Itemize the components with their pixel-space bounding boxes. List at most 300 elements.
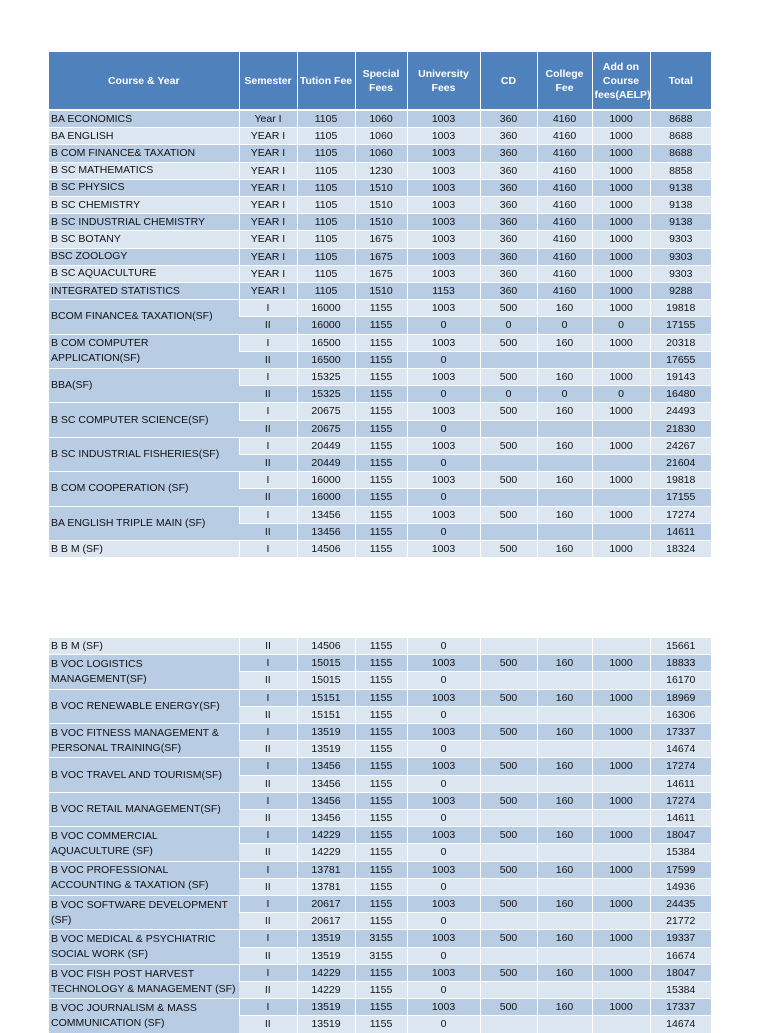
- college-fee-cell: 160: [537, 758, 592, 775]
- course-name-cell: BA ECONOMICS: [49, 110, 239, 128]
- college-fee-cell: [537, 741, 592, 758]
- total-cell: 9303: [650, 248, 711, 265]
- table-row: [49, 638, 711, 655]
- special-fees-cell: 1155: [355, 506, 407, 523]
- special-fees-cell: 1155: [355, 655, 407, 672]
- university-fees-cell: 1003: [407, 128, 480, 145]
- total-cell: 19818: [650, 472, 711, 489]
- add-on-fee-cell: 1000: [592, 179, 650, 196]
- university-fees-cell: 1003: [407, 369, 480, 386]
- semester-cell: I: [239, 403, 297, 420]
- cd-cell: [480, 638, 537, 655]
- cd-cell: 500: [480, 655, 537, 672]
- special-fees-cell: 3155: [355, 947, 407, 964]
- semester-cell: I: [239, 300, 297, 317]
- tuition-fee-cell: 13456: [297, 792, 355, 809]
- add-on-fee-cell: [592, 455, 650, 472]
- special-fees-cell: 1155: [355, 351, 407, 368]
- semester-cell: YEAR I: [239, 214, 297, 231]
- cd-cell: 500: [480, 437, 537, 454]
- cd-cell: 500: [480, 861, 537, 878]
- total-cell: 18324: [650, 541, 711, 558]
- tuition-fee-cell: 20449: [297, 455, 355, 472]
- university-fees-cell: 1003: [407, 265, 480, 282]
- tuition-fee-cell: 16500: [297, 351, 355, 368]
- semester-cell: II: [239, 386, 297, 403]
- tuition-fee-cell: 15151: [297, 689, 355, 706]
- add-on-fee-cell: 1000: [592, 541, 650, 558]
- tuition-fee-cell: 13519: [297, 741, 355, 758]
- college-fee-cell: 0: [537, 386, 592, 403]
- university-fees-cell: 0: [407, 947, 480, 964]
- total-cell: 18833: [650, 655, 711, 672]
- semester-cell: II: [239, 878, 297, 895]
- add-on-fee-cell: 1000: [592, 827, 650, 844]
- university-fees-cell: 0: [407, 706, 480, 723]
- total-cell: 17155: [650, 489, 711, 506]
- university-fees-cell: 1003: [407, 248, 480, 265]
- table-row: [49, 369, 711, 386]
- total-cell: 9138: [650, 179, 711, 196]
- table-row: [49, 827, 711, 844]
- college-fee-cell: 4160: [537, 214, 592, 231]
- tuition-fee-cell: 14229: [297, 964, 355, 981]
- add-on-fee-cell: [592, 844, 650, 861]
- semester-cell: II: [239, 844, 297, 861]
- college-fee-cell: 160: [537, 999, 592, 1016]
- add-on-fee-cell: 1000: [592, 403, 650, 420]
- add-on-fee-cell: 1000: [592, 689, 650, 706]
- table-row: [49, 128, 711, 145]
- cd-cell: 360: [480, 162, 537, 179]
- university-fees-cell: 1003: [407, 162, 480, 179]
- tuition-fee-cell: 13519: [297, 1016, 355, 1033]
- special-fees-cell: 1155: [355, 638, 407, 655]
- course-name-cell: BSC ZOOLOGY: [49, 248, 239, 265]
- cd-cell: 500: [480, 472, 537, 489]
- cd-cell: 360: [480, 145, 537, 162]
- college-fee-cell: [537, 523, 592, 540]
- semester-cell: YEAR I: [239, 283, 297, 300]
- college-fee-cell: 4160: [537, 179, 592, 196]
- university-fees-cell: 1003: [407, 689, 480, 706]
- university-fees-cell: 0: [407, 317, 480, 334]
- cd-cell: [480, 523, 537, 540]
- table-row: [49, 265, 711, 282]
- total-cell: 18047: [650, 827, 711, 844]
- university-fees-cell: 1003: [407, 506, 480, 523]
- college-fee-cell: 160: [537, 964, 592, 981]
- college-fee-cell: 160: [537, 541, 592, 558]
- course-name-cell: B VOC PROFESSIONAL ACCOUNTING & TAXATION (SF): [49, 861, 239, 895]
- semester-cell: I: [239, 930, 297, 947]
- add-on-fee-cell: [592, 1016, 650, 1033]
- cd-cell: [480, 878, 537, 895]
- tuition-fee-cell: 13456: [297, 758, 355, 775]
- cd-cell: 500: [480, 724, 537, 741]
- special-fees-cell: 1675: [355, 231, 407, 248]
- tuition-fee-cell: 14229: [297, 844, 355, 861]
- semester-cell: II: [239, 489, 297, 506]
- cd-cell: 360: [480, 231, 537, 248]
- total-cell: 17337: [650, 724, 711, 741]
- total-cell: 8858: [650, 162, 711, 179]
- special-fees-cell: 1155: [355, 386, 407, 403]
- university-fees-cell: 1003: [407, 231, 480, 248]
- college-fee-cell: 160: [537, 655, 592, 672]
- semester-cell: I: [239, 896, 297, 913]
- add-on-fee-cell: 1000: [592, 128, 650, 145]
- semester-cell: II: [239, 706, 297, 723]
- header-tuition-fee: Tution Fee: [297, 52, 355, 110]
- semester-cell: II: [239, 523, 297, 540]
- cd-cell: 500: [480, 896, 537, 913]
- tuition-fee-cell: 1105: [297, 179, 355, 196]
- tuition-fee-cell: 1105: [297, 231, 355, 248]
- add-on-fee-cell: 1000: [592, 999, 650, 1016]
- semester-cell: II: [239, 638, 297, 655]
- add-on-fee-cell: [592, 489, 650, 506]
- special-fees-cell: 1675: [355, 265, 407, 282]
- course-name-cell: B COM COOPERATION (SF): [49, 472, 239, 506]
- total-cell: 8688: [650, 110, 711, 128]
- university-fees-cell: 0: [407, 878, 480, 895]
- special-fees-cell: 1155: [355, 403, 407, 420]
- special-fees-cell: 1155: [355, 999, 407, 1016]
- special-fees-cell: 1155: [355, 523, 407, 540]
- add-on-fee-cell: 1000: [592, 197, 650, 214]
- total-cell: 19818: [650, 300, 711, 317]
- special-fees-cell: 1155: [355, 741, 407, 758]
- special-fees-cell: 1155: [355, 964, 407, 981]
- special-fees-cell: 1155: [355, 878, 407, 895]
- cd-cell: 500: [480, 300, 537, 317]
- special-fees-cell: 1155: [355, 913, 407, 930]
- semester-cell: II: [239, 1016, 297, 1033]
- course-name-cell: B VOC RENEWABLE ENERGY(SF): [49, 689, 239, 723]
- add-on-fee-cell: 1000: [592, 145, 650, 162]
- add-on-fee-cell: 1000: [592, 110, 650, 128]
- total-cell: 9138: [650, 214, 711, 231]
- table-row: [49, 300, 711, 317]
- table-row: [49, 110, 711, 128]
- semester-cell: II: [239, 913, 297, 930]
- course-name-cell: B VOC FITNESS MANAGEMENT & PERSONAL TRAINING(SF): [49, 724, 239, 758]
- tuition-fee-cell: 13519: [297, 999, 355, 1016]
- semester-cell: YEAR I: [239, 145, 297, 162]
- total-cell: 17599: [650, 861, 711, 878]
- course-name-cell: B SC COMPUTER SCIENCE(SF): [49, 403, 239, 437]
- special-fees-cell: 1510: [355, 283, 407, 300]
- total-cell: 9138: [650, 197, 711, 214]
- table-row: [49, 689, 711, 706]
- semester-cell: I: [239, 655, 297, 672]
- special-fees-cell: 1155: [355, 827, 407, 844]
- total-cell: 21830: [650, 420, 711, 437]
- tuition-fee-cell: 20675: [297, 420, 355, 437]
- add-on-fee-cell: [592, 982, 650, 999]
- college-fee-cell: 4160: [537, 265, 592, 282]
- university-fees-cell: 1003: [407, 403, 480, 420]
- total-cell: 17274: [650, 792, 711, 809]
- course-name-cell: B SC INDUSTRIAL CHEMISTRY: [49, 214, 239, 231]
- table-row: [49, 964, 711, 981]
- special-fees-cell: 1155: [355, 317, 407, 334]
- college-fee-cell: [537, 672, 592, 689]
- college-fee-cell: 160: [537, 369, 592, 386]
- cd-cell: 360: [480, 197, 537, 214]
- semester-cell: I: [239, 827, 297, 844]
- college-fee-cell: 4160: [537, 231, 592, 248]
- fee-table-page-2: [49, 639, 711, 1031]
- table-row: [49, 437, 711, 454]
- cd-cell: 360: [480, 248, 537, 265]
- university-fees-cell: 1003: [407, 964, 480, 981]
- tuition-fee-cell: 13456: [297, 523, 355, 540]
- course-name-cell: B VOC COMMERCIAL AQUACULTURE (SF): [49, 827, 239, 861]
- special-fees-cell: 3155: [355, 930, 407, 947]
- tuition-fee-cell: 13456: [297, 775, 355, 792]
- tuition-fee-cell: 16500: [297, 334, 355, 351]
- table-row: [49, 145, 711, 162]
- course-name-cell: B COM FINANCE& TAXATION: [49, 145, 239, 162]
- tuition-fee-cell: 13519: [297, 947, 355, 964]
- cd-cell: 0: [480, 317, 537, 334]
- total-cell: 15384: [650, 982, 711, 999]
- semester-cell: Year I: [239, 110, 297, 128]
- university-fees-cell: 1003: [407, 758, 480, 775]
- special-fees-cell: 1155: [355, 758, 407, 775]
- course-name-cell: INTEGRATED STATISTICS: [49, 283, 239, 300]
- tuition-fee-cell: 14229: [297, 827, 355, 844]
- table-row: [49, 930, 711, 947]
- tuition-fee-cell: 13781: [297, 878, 355, 895]
- cd-cell: 360: [480, 179, 537, 196]
- header-university-fees: University Fees: [407, 52, 480, 110]
- course-name-cell: B VOC MEDICAL & PSYCHIATRIC SOCIAL WORK (SF): [49, 930, 239, 964]
- table-row: [49, 792, 711, 809]
- total-cell: 16480: [650, 386, 711, 403]
- table-row: [49, 861, 711, 878]
- header-special-fees: Special Fees: [355, 52, 407, 110]
- table-row: [49, 179, 711, 196]
- total-cell: 14611: [650, 523, 711, 540]
- semester-cell: II: [239, 947, 297, 964]
- add-on-fee-cell: 1000: [592, 724, 650, 741]
- college-fee-cell: 160: [537, 437, 592, 454]
- add-on-fee-cell: [592, 947, 650, 964]
- total-cell: 14611: [650, 810, 711, 827]
- semester-cell: YEAR I: [239, 231, 297, 248]
- fee-table-page-1: [49, 52, 711, 556]
- university-fees-cell: 1003: [407, 145, 480, 162]
- total-cell: 19337: [650, 930, 711, 947]
- semester-cell: I: [239, 724, 297, 741]
- add-on-fee-cell: [592, 913, 650, 930]
- course-name-cell: B SC BOTANY: [49, 231, 239, 248]
- university-fees-cell: 0: [407, 638, 480, 655]
- college-fee-cell: 4160: [537, 128, 592, 145]
- add-on-fee-cell: 1000: [592, 283, 650, 300]
- cd-cell: [480, 420, 537, 437]
- tuition-fee-cell: 14506: [297, 541, 355, 558]
- total-cell: 14936: [650, 878, 711, 895]
- semester-cell: I: [239, 334, 297, 351]
- semester-cell: I: [239, 541, 297, 558]
- tuition-fee-cell: 15015: [297, 672, 355, 689]
- special-fees-cell: 1060: [355, 110, 407, 128]
- university-fees-cell: 0: [407, 775, 480, 792]
- college-fee-cell: [537, 844, 592, 861]
- tuition-fee-cell: 13781: [297, 861, 355, 878]
- special-fees-cell: 1155: [355, 369, 407, 386]
- cd-cell: 500: [480, 506, 537, 523]
- add-on-fee-cell: 1000: [592, 930, 650, 947]
- university-fees-cell: 1003: [407, 472, 480, 489]
- cd-cell: 360: [480, 265, 537, 282]
- course-name-cell: B SC MATHEMATICS: [49, 162, 239, 179]
- semester-cell: YEAR I: [239, 248, 297, 265]
- special-fees-cell: 1155: [355, 334, 407, 351]
- table-row: [49, 506, 711, 523]
- college-fee-cell: [537, 947, 592, 964]
- tuition-fee-cell: 16000: [297, 472, 355, 489]
- college-fee-cell: 4160: [537, 283, 592, 300]
- semester-cell: I: [239, 964, 297, 981]
- tuition-fee-cell: 1105: [297, 145, 355, 162]
- total-cell: 24267: [650, 437, 711, 454]
- university-fees-cell: 0: [407, 741, 480, 758]
- tuition-fee-cell: 16000: [297, 489, 355, 506]
- cd-cell: [480, 775, 537, 792]
- total-cell: 17337: [650, 999, 711, 1016]
- cd-cell: [480, 741, 537, 758]
- cd-cell: [480, 672, 537, 689]
- tuition-fee-cell: 13456: [297, 810, 355, 827]
- college-fee-cell: 4160: [537, 197, 592, 214]
- tuition-fee-cell: 1105: [297, 110, 355, 128]
- course-name-cell: B SC INDUSTRIAL FISHERIES(SF): [49, 437, 239, 471]
- college-fee-cell: 4160: [537, 145, 592, 162]
- college-fee-cell: 4160: [537, 110, 592, 128]
- semester-cell: YEAR I: [239, 162, 297, 179]
- university-fees-cell: 0: [407, 1016, 480, 1033]
- special-fees-cell: 1060: [355, 145, 407, 162]
- table-row: [49, 214, 711, 231]
- tuition-fee-cell: 1105: [297, 162, 355, 179]
- table-row: [49, 334, 711, 351]
- tuition-fee-cell: 15325: [297, 386, 355, 403]
- course-name-cell: B SC AQUACULTURE: [49, 265, 239, 282]
- college-fee-cell: 0: [537, 317, 592, 334]
- special-fees-cell: 1155: [355, 420, 407, 437]
- special-fees-cell: 1060: [355, 128, 407, 145]
- course-name-cell: B COM COMPUTER APPLICATION(SF): [49, 334, 239, 368]
- total-cell: 9303: [650, 231, 711, 248]
- table-row: [49, 197, 711, 214]
- semester-cell: I: [239, 861, 297, 878]
- course-name-cell: B B M (SF): [49, 638, 239, 655]
- university-fees-cell: 0: [407, 844, 480, 861]
- college-fee-cell: 160: [537, 300, 592, 317]
- cd-cell: 500: [480, 792, 537, 809]
- add-on-fee-cell: 1000: [592, 265, 650, 282]
- table-row: [49, 896, 711, 913]
- university-fees-cell: 1003: [407, 896, 480, 913]
- university-fees-cell: 1003: [407, 300, 480, 317]
- special-fees-cell: 1155: [355, 982, 407, 999]
- college-fee-cell: [537, 351, 592, 368]
- cd-cell: [480, 455, 537, 472]
- tuition-fee-cell: 1105: [297, 265, 355, 282]
- university-fees-cell: 0: [407, 489, 480, 506]
- college-fee-cell: 160: [537, 827, 592, 844]
- semester-cell: I: [239, 758, 297, 775]
- table-row: [49, 999, 711, 1016]
- total-cell: 14674: [650, 741, 711, 758]
- add-on-fee-cell: 1000: [592, 472, 650, 489]
- total-cell: 14674: [650, 1016, 711, 1033]
- university-fees-cell: 1003: [407, 110, 480, 128]
- add-on-fee-cell: 1000: [592, 506, 650, 523]
- university-fees-cell: 1153: [407, 283, 480, 300]
- total-cell: 9288: [650, 283, 711, 300]
- add-on-fee-cell: 1000: [592, 896, 650, 913]
- table-row: [49, 758, 711, 775]
- tuition-fee-cell: 15151: [297, 706, 355, 723]
- semester-cell: II: [239, 672, 297, 689]
- semester-cell: II: [239, 775, 297, 792]
- semester-cell: I: [239, 506, 297, 523]
- cd-cell: 500: [480, 964, 537, 981]
- total-cell: 16306: [650, 706, 711, 723]
- total-cell: 15661: [650, 638, 711, 655]
- special-fees-cell: 1155: [355, 706, 407, 723]
- header-total: Total: [650, 52, 711, 110]
- university-fees-cell: 0: [407, 420, 480, 437]
- semester-cell: I: [239, 689, 297, 706]
- semester-cell: II: [239, 982, 297, 999]
- university-fees-cell: 0: [407, 386, 480, 403]
- tuition-fee-cell: 15015: [297, 655, 355, 672]
- course-name-cell: BA ENGLISH TRIPLE MAIN (SF): [49, 506, 239, 540]
- add-on-fee-cell: 1000: [592, 231, 650, 248]
- cd-cell: [480, 810, 537, 827]
- special-fees-cell: 1155: [355, 689, 407, 706]
- course-name-cell: BBA(SF): [49, 369, 239, 403]
- university-fees-cell: 1003: [407, 437, 480, 454]
- college-fee-cell: [537, 878, 592, 895]
- table-row: [49, 162, 711, 179]
- cd-cell: 360: [480, 110, 537, 128]
- add-on-fee-cell: 1000: [592, 758, 650, 775]
- special-fees-cell: 1155: [355, 541, 407, 558]
- add-on-fee-cell: 1000: [592, 655, 650, 672]
- cd-cell: [480, 947, 537, 964]
- tuition-fee-cell: 20617: [297, 896, 355, 913]
- college-fee-cell: [537, 982, 592, 999]
- add-on-fee-cell: 1000: [592, 964, 650, 981]
- add-on-fee-cell: [592, 775, 650, 792]
- semester-cell: YEAR I: [239, 265, 297, 282]
- header-semester: Semester: [239, 52, 297, 110]
- tuition-fee-cell: 1105: [297, 128, 355, 145]
- header-cd: CD: [480, 52, 537, 110]
- cd-cell: [480, 844, 537, 861]
- cd-cell: 500: [480, 758, 537, 775]
- course-name-cell: B SC PHYSICS: [49, 179, 239, 196]
- tuition-fee-cell: 1105: [297, 214, 355, 231]
